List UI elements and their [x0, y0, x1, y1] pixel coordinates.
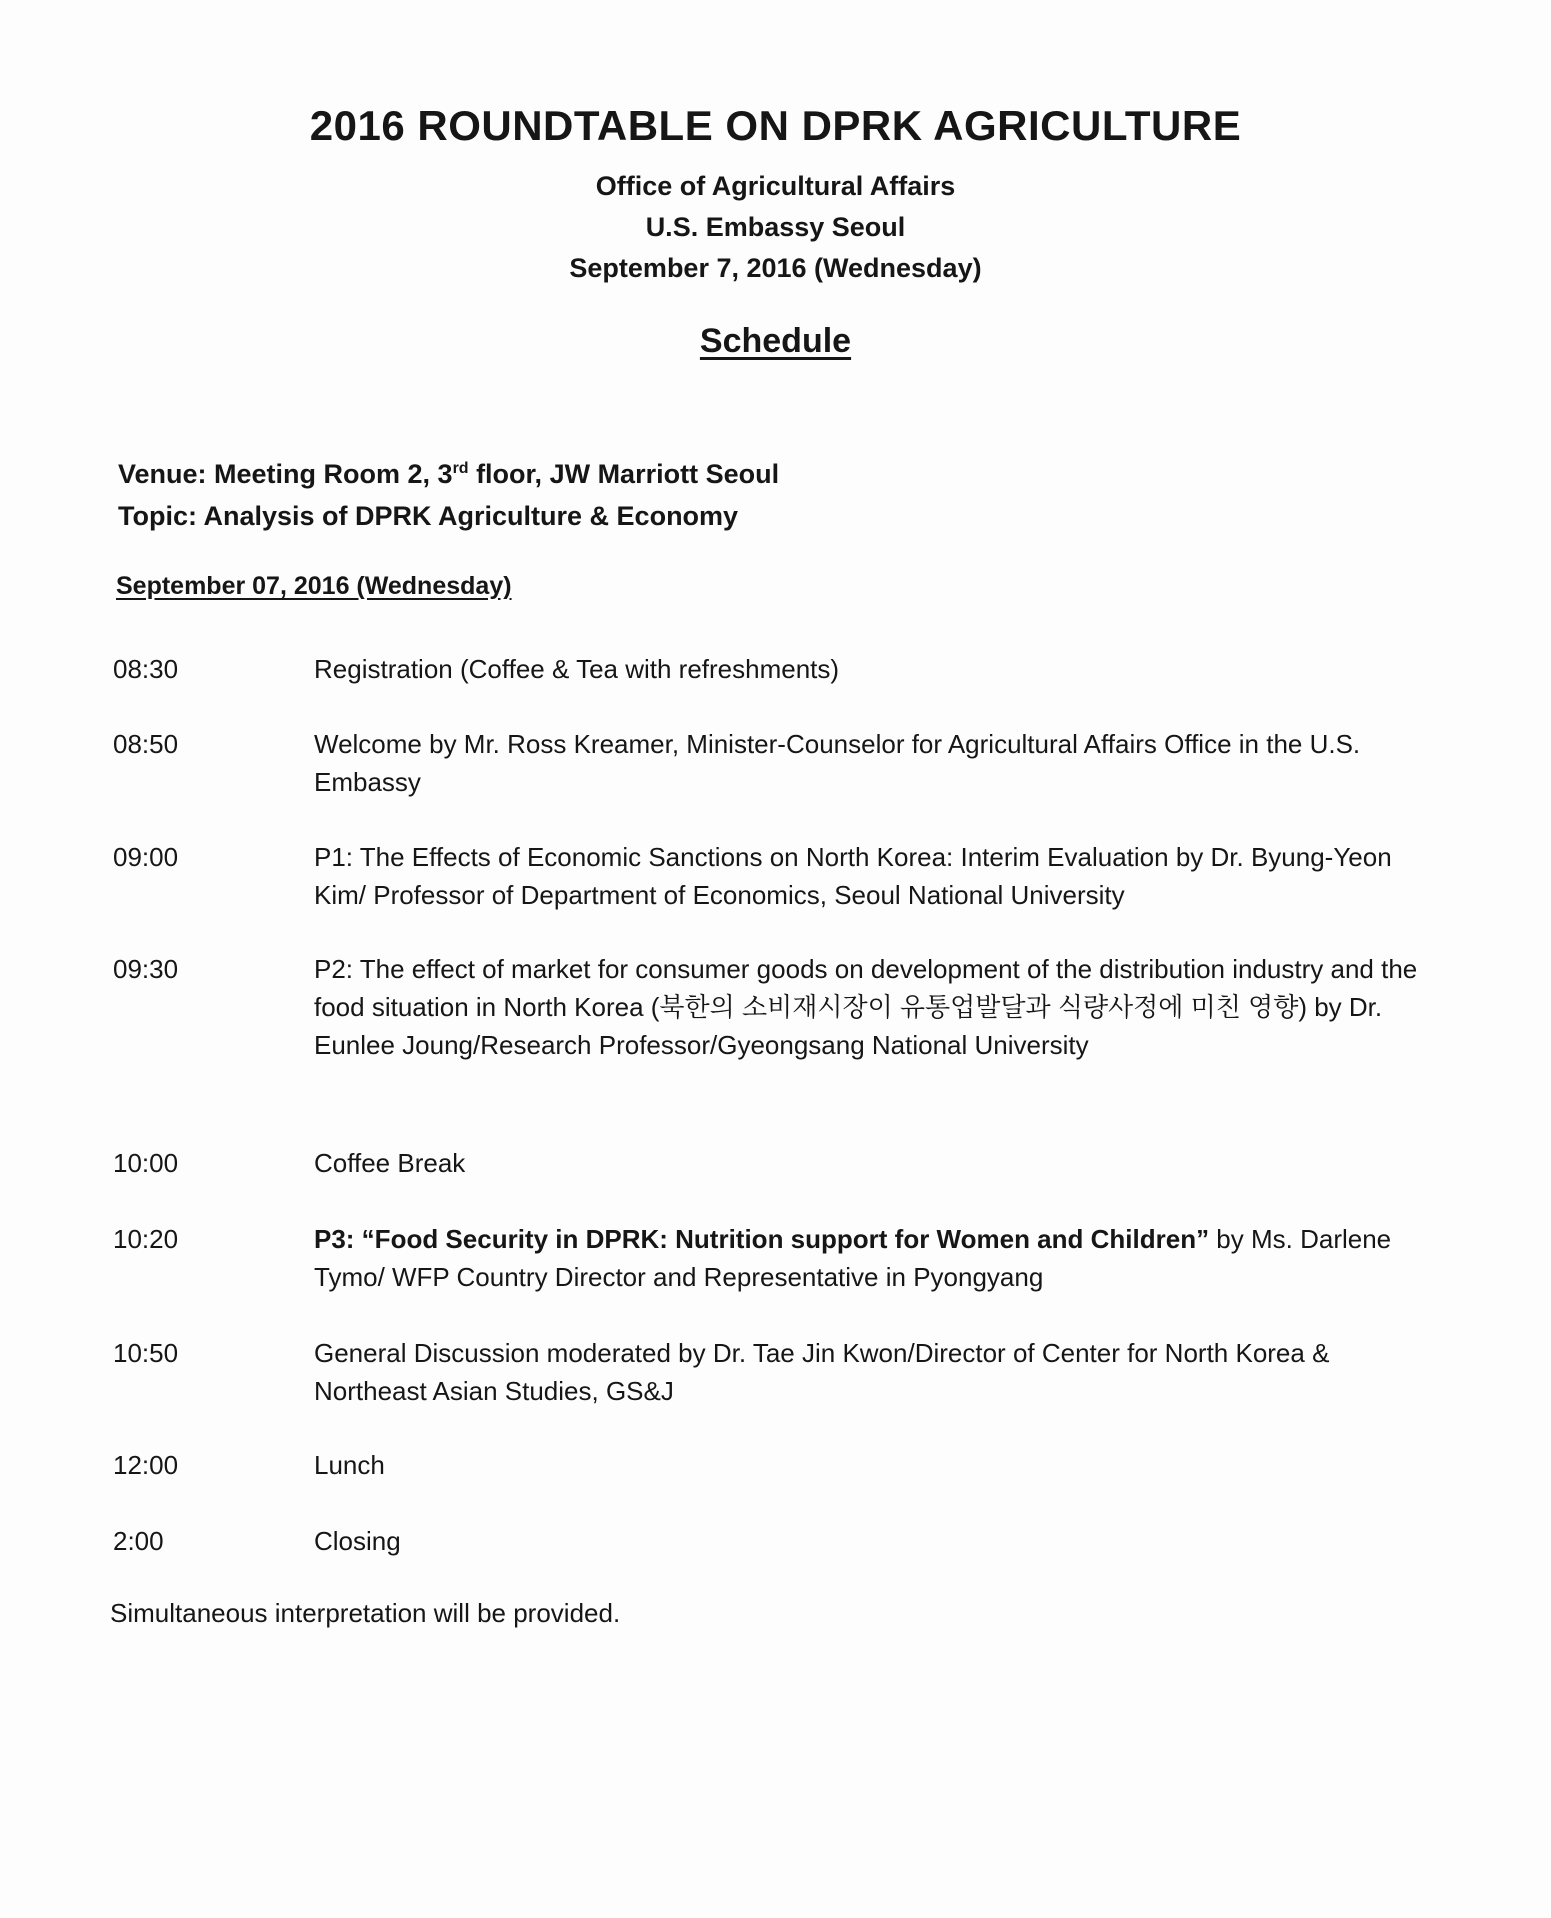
item-time: 09:00 [113, 842, 179, 872]
item-text: Lunch [314, 1450, 385, 1480]
item-text-rest: by Ms. Darlene Tymo/ WFP Country Director and Representative in Pyongyang [314, 1224, 1392, 1292]
schedule-heading: Schedule [699, 322, 852, 360]
footer-note: Simultaneous interpretation will be provided. [110, 1598, 621, 1628]
item-text [314, 1220, 1420, 1296]
item-text: Registration (Coffee & Tea with refreshments) [314, 654, 840, 684]
event-date: September 7, 2016 (Wednesday) [569, 253, 982, 283]
item-text: P2: The effect of market for consumer goods on development of the distribution industry and the food situation in North Korea (북한의 소비재시장이 유통업발달과 식량사정에 미친 영향) by Dr. Eunlee Joung/Research Professor/Gyeongsang National University [314, 954, 1418, 1060]
item-time: 2:00 [113, 1526, 164, 1556]
topic-line: Topic: Analysis of DPRK Agriculture & Economy [118, 501, 739, 531]
venue-prefix: Venue: Meeting Room 2, 3 [118, 459, 453, 489]
item-time: 10:50 [113, 1338, 179, 1368]
item-time: 10:20 [113, 1224, 179, 1254]
day-heading: September 07, 2016 (Wednesday) [116, 572, 512, 600]
office-name: Office of Agricultural Affairs [595, 171, 956, 201]
item-time: 08:50 [113, 729, 179, 759]
item-text: Welcome by Mr. Ross Kreamer, Minister-Counselor for Agricultural Affairs Office in the U.S. Embassy [314, 729, 1361, 797]
document-title: 2016 ROUNDTABLE ON DPRK AGRICULTURE [309, 102, 1242, 149]
venue-suffix: floor, JW Marriott Seoul [468, 459, 780, 489]
item-text: General Discussion moderated by Dr. Tae Jin Kwon/Director of Center for North Korea & Northeast Asian Studies, GS&J [314, 1338, 1330, 1406]
embassy-name: U.S. Embassy Seoul [645, 212, 906, 242]
item-text: Coffee Break [314, 1148, 466, 1178]
item-time: 10:00 [113, 1148, 179, 1178]
item-text: P1: The Effects of Economic Sanctions on North Korea: Interim Evaluation by Dr. Byung-Yeon Kim/ Professor of Department of Economics, Seoul National University [314, 842, 1392, 910]
item-bold-title: P3: “Food Security in DPRK: Nutrition support for Women and Children” [314, 1224, 1210, 1254]
item-time: 08:30 [113, 654, 179, 684]
venue-sup: rd [452, 460, 469, 477]
document-header [0, 100, 1551, 289]
item-time: 09:30 [113, 954, 179, 984]
venue-line [118, 448, 779, 495]
item-text: Closing [314, 1526, 401, 1556]
item-time: 12:00 [113, 1450, 179, 1480]
event-meta [118, 448, 779, 537]
